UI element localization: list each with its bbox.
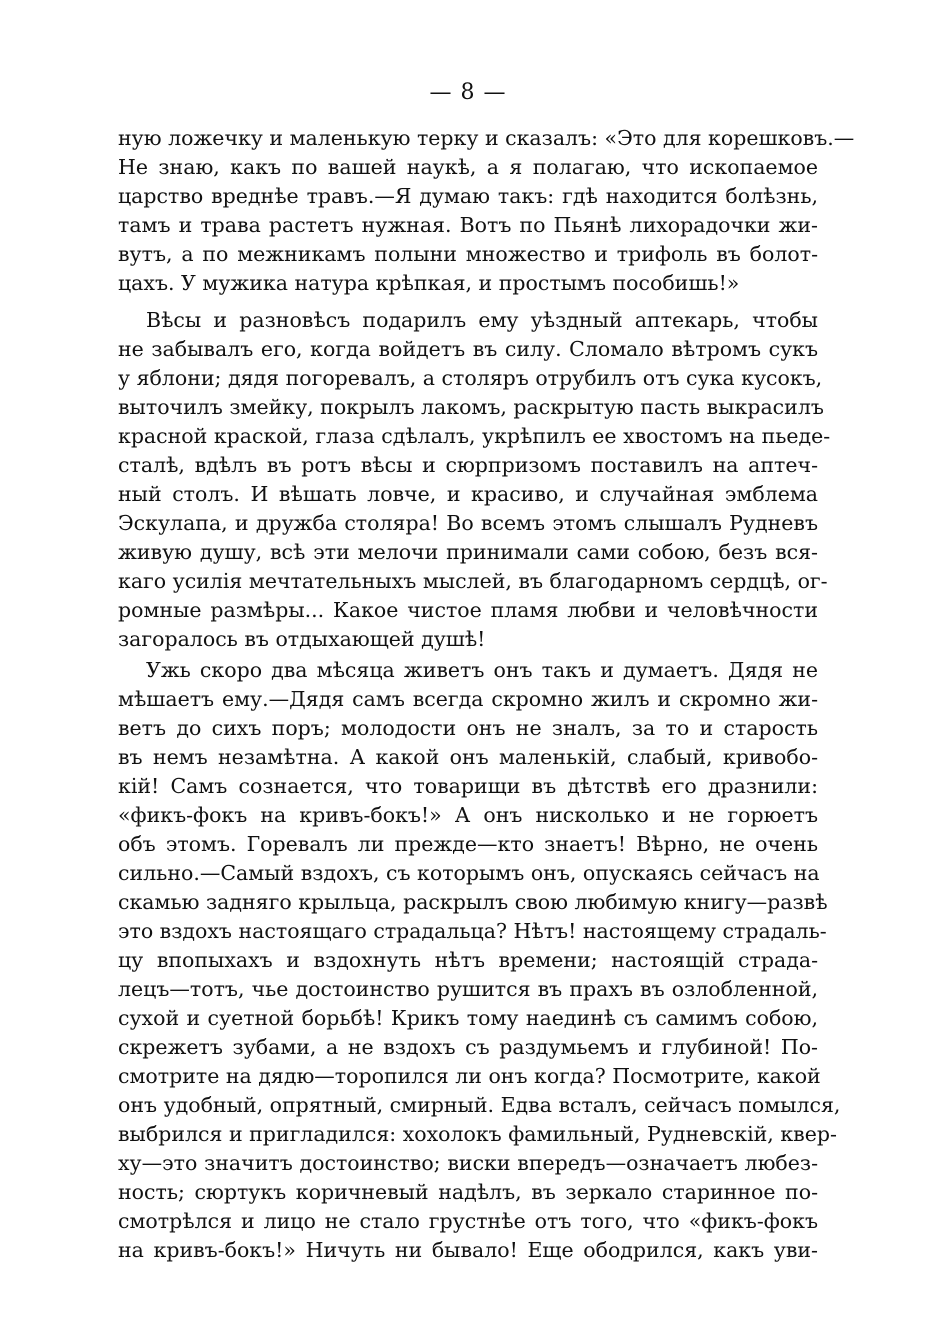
text-line: живую душу, всѣ эти мелочи принимали сами собою, безъ вся- (118, 540, 818, 564)
text-line: скрежетъ зубами, а не вздохъ съ раздумьемъ и глубиной! По- (118, 1035, 818, 1059)
text-line: Не знаю, какъ по вашей наукѣ, а я полагаю, что ископаемое (118, 155, 818, 179)
text-line: мѣшаетъ ему.—Дядя самъ всегда скромно жилъ и скромно жи- (118, 687, 818, 711)
text-line: кій! Самъ сознается, что товарищи въ дѣтствѣ его дразнили: (118, 774, 818, 798)
text-line: смотрѣлся и лицо не стало грустнѣе отъ того, что «фикъ-фокъ (118, 1209, 818, 1233)
text-line: каго усилія мечтательныхъ мыслей, въ благодарномъ сердцѣ, ог- (118, 569, 828, 593)
page-number: — 8 — (429, 80, 507, 105)
paragraph-3 (118, 656, 841, 1265)
text-line: ность; сюртукъ коричневый надѣлъ, въ зеркало старинное по- (118, 1180, 818, 1204)
text-line: цахъ. У мужика натура крѣпкая, и простымъ пособишь!» (118, 271, 740, 295)
text-line: въ немъ незамѣтна. А какой онъ маленькій, слабый, кривобо- (118, 745, 818, 769)
text-line: красной краской, глаза сдѣлалъ, укрѣпилъ ее хвостомъ на пьеде- (118, 424, 831, 448)
text-line: скамью задняго крыльца, раскрылъ свою любимую книгу—развѣ (118, 890, 828, 914)
text-line: ную ложечку и маленькую терку и сказалъ: «Это для корешковъ.— (118, 126, 855, 150)
text-line: на кривъ-бокъ!» Ничуть ни бывало! Еще ободрился, какъ уви- (118, 1238, 818, 1262)
text-line: у яблони; дядя погоревалъ, а столяръ отрубилъ отъ сука кусокъ, (118, 366, 823, 390)
text-line: «фикъ-фокъ на кривъ-бокъ!» А онъ нисколько и не горюетъ (118, 803, 818, 827)
text-line: Вѣсы и разновѣсъ подарилъ ему уѣздный аптекарь, чтобы (146, 308, 818, 332)
text-line: объ этомъ. Горевалъ ли прежде—кто знаетъ! Вѣрно, не очень (118, 832, 818, 856)
text-line: ветъ до сихъ поръ; молодости онъ не зналъ, за то и старость (118, 716, 818, 740)
text-line: онъ удобный, опрятный, смирный. Едва всталъ, сейчасъ помылся, (118, 1093, 841, 1117)
paragraph-1 (118, 124, 855, 298)
text-line: загоралось въ отдыхающей душѣ! (118, 627, 486, 651)
text-line: цу впопыхахъ и вздохнуть нѣтъ времени; настоящій страда- (118, 948, 818, 972)
text-line: тамъ и трава растетъ нужная. Вотъ по Пьянѣ лихорадочки жи- (118, 213, 818, 237)
text-line: выточилъ змейку, покрылъ лакомъ, раскрытую пасть выкрасилъ (118, 395, 824, 419)
text-line: Ужь скоро два мѣсяца живетъ онъ такъ и думаетъ. Дядя не (146, 658, 818, 682)
text-line: лецъ—тотъ, чье достоинство рушится въ прахъ въ озлобленной, (118, 977, 818, 1001)
paragraph-2 (118, 306, 831, 654)
text-line: Эскулапа, и дружба столяра! Во всемъ этомъ слышалъ Рудневъ (118, 511, 818, 535)
text-line: выбрился и пригладился: хохолокъ фамильный, Рудневскій, квер- (118, 1122, 837, 1146)
text-line: ху—это значитъ достоинство; виски впередъ—означаетъ любез- (118, 1151, 818, 1175)
text-line: царство вреднѣе травъ.—Я думаю такъ: гдѣ находится болѣзнь, (118, 184, 818, 208)
text-line: сталѣ, вдѣлъ въ ротъ вѣсы и сюрпризомъ поставилъ на аптеч- (118, 453, 818, 477)
text-line: не забывалъ его, когда войдетъ въ силу. Сломало вѣтромъ сукъ (118, 337, 818, 361)
text-line: сильно.—Самый вздохъ, съ которымъ онъ, опускаясь сейчасъ на (118, 861, 820, 885)
text-line: ромные размѣры... Какое чистое пламя любви и человѣчности (118, 598, 818, 622)
text-line: ный столъ. И вѣшать ловче, и красиво, и случайная эмблема (118, 482, 818, 506)
text-line: вутъ, а по межникамъ полыни множество и трифоль въ болот- (118, 242, 818, 266)
text-line: сухой и суетной борьбѣ! Крикъ тому наединѣ съ самимъ собою, (118, 1006, 818, 1030)
text-line: смотрите на дядю—торопился ли онъ когда? Посмотрите, какой (118, 1064, 821, 1088)
text-line: это вздохъ настоящаго страдальца? Нѣтъ! настоящему страдаль- (118, 919, 827, 943)
